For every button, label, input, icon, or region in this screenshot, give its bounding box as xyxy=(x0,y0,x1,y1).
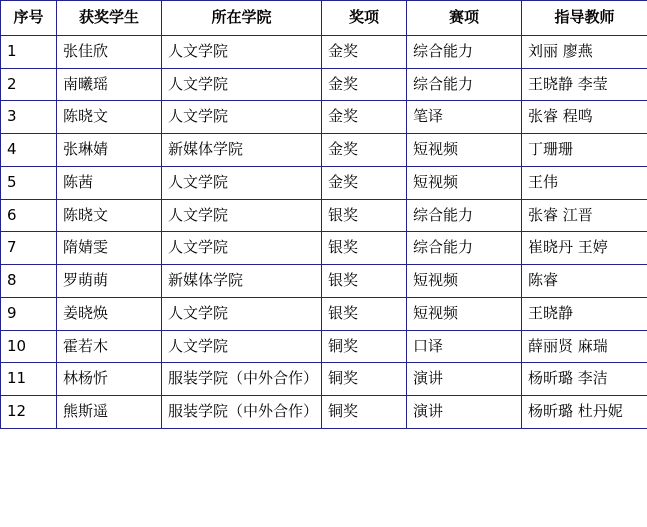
cell-college: 人文学院 xyxy=(162,166,322,199)
cell-prize: 银奖 xyxy=(322,199,407,232)
column-header-teacher: 指导教师 xyxy=(522,1,647,36)
table-row xyxy=(1,265,647,298)
cell-seq: 2 xyxy=(1,68,57,101)
cell-teacher: 张睿 程鸣 xyxy=(522,101,647,134)
cell-college: 新媒体学院 xyxy=(162,134,322,167)
cell-college: 服装学院（中外合作） xyxy=(162,363,322,396)
cell-event: 演讲 xyxy=(407,363,522,396)
column-header-college: 所在学院 xyxy=(162,1,322,36)
cell-seq: 4 xyxy=(1,134,57,167)
cell-prize: 金奖 xyxy=(322,101,407,134)
cell-college: 人文学院 xyxy=(162,232,322,265)
column-header-prize: 奖项 xyxy=(322,1,407,36)
cell-teacher: 杨昕璐 杜丹妮 xyxy=(522,396,647,429)
table-body xyxy=(1,35,647,428)
cell-student: 陈晓文 xyxy=(57,199,162,232)
cell-teacher: 王晓静 xyxy=(522,297,647,330)
cell-student: 罗萌萌 xyxy=(57,265,162,298)
cell-student: 陈茜 xyxy=(57,166,162,199)
table-row xyxy=(1,363,647,396)
cell-seq: 1 xyxy=(1,35,57,68)
cell-teacher: 丁珊珊 xyxy=(522,134,647,167)
cell-prize: 银奖 xyxy=(322,232,407,265)
cell-teacher: 王晓静 李莹 xyxy=(522,68,647,101)
cell-college: 人文学院 xyxy=(162,101,322,134)
cell-college: 新媒体学院 xyxy=(162,265,322,298)
cell-teacher: 张睿 江晋 xyxy=(522,199,647,232)
cell-event: 短视频 xyxy=(407,166,522,199)
cell-student: 姜晓焕 xyxy=(57,297,162,330)
cell-event: 短视频 xyxy=(407,297,522,330)
cell-event: 口译 xyxy=(407,330,522,363)
cell-teacher: 崔晓丹 王婷 xyxy=(522,232,647,265)
cell-event: 综合能力 xyxy=(407,232,522,265)
table-row xyxy=(1,101,647,134)
table-row xyxy=(1,166,647,199)
column-header-student: 获奖学生 xyxy=(57,1,162,36)
cell-prize: 铜奖 xyxy=(322,396,407,429)
cell-prize: 金奖 xyxy=(322,134,407,167)
table-row xyxy=(1,330,647,363)
cell-college: 人文学院 xyxy=(162,199,322,232)
cell-student: 霍若木 xyxy=(57,330,162,363)
cell-event: 综合能力 xyxy=(407,35,522,68)
cell-prize: 金奖 xyxy=(322,68,407,101)
cell-college: 人文学院 xyxy=(162,35,322,68)
cell-event: 综合能力 xyxy=(407,68,522,101)
cell-teacher: 薛丽贤 麻瑞 xyxy=(522,330,647,363)
cell-student: 张佳欣 xyxy=(57,35,162,68)
table-row xyxy=(1,232,647,265)
table-header xyxy=(1,1,647,36)
cell-event: 短视频 xyxy=(407,265,522,298)
cell-seq: 11 xyxy=(1,363,57,396)
cell-seq: 10 xyxy=(1,330,57,363)
cell-seq: 12 xyxy=(1,396,57,429)
table-row xyxy=(1,297,647,330)
cell-prize: 铜奖 xyxy=(322,330,407,363)
table-row xyxy=(1,134,647,167)
cell-teacher: 王伟 xyxy=(522,166,647,199)
cell-teacher: 杨昕璐 李洁 xyxy=(522,363,647,396)
cell-prize: 金奖 xyxy=(322,166,407,199)
cell-event: 短视频 xyxy=(407,134,522,167)
cell-college: 人文学院 xyxy=(162,330,322,363)
cell-prize: 铜奖 xyxy=(322,363,407,396)
cell-student: 南曦瑶 xyxy=(57,68,162,101)
cell-student: 熊斯遥 xyxy=(57,396,162,429)
cell-college: 人文学院 xyxy=(162,68,322,101)
column-header-seq: 序号 xyxy=(1,1,57,36)
cell-seq: 6 xyxy=(1,199,57,232)
cell-student: 张琳婧 xyxy=(57,134,162,167)
cell-student: 隋婧雯 xyxy=(57,232,162,265)
table-row xyxy=(1,396,647,429)
column-header-event: 赛项 xyxy=(407,1,522,36)
cell-seq: 9 xyxy=(1,297,57,330)
cell-seq: 5 xyxy=(1,166,57,199)
table-row xyxy=(1,68,647,101)
cell-seq: 3 xyxy=(1,101,57,134)
cell-event: 综合能力 xyxy=(407,199,522,232)
table-row xyxy=(1,35,647,68)
cell-college: 人文学院 xyxy=(162,297,322,330)
cell-prize: 金奖 xyxy=(322,35,407,68)
cell-college: 服装学院（中外合作） xyxy=(162,396,322,429)
cell-seq: 8 xyxy=(1,265,57,298)
cell-event: 演讲 xyxy=(407,396,522,429)
cell-prize: 银奖 xyxy=(322,297,407,330)
cell-event: 笔译 xyxy=(407,101,522,134)
cell-seq: 7 xyxy=(1,232,57,265)
cell-student: 陈晓文 xyxy=(57,101,162,134)
table-header-row xyxy=(1,1,647,36)
cell-prize: 银奖 xyxy=(322,265,407,298)
cell-teacher: 陈睿 xyxy=(522,265,647,298)
cell-student: 林杨忻 xyxy=(57,363,162,396)
table-row xyxy=(1,199,647,232)
cell-teacher: 刘丽 廖燕 xyxy=(522,35,647,68)
